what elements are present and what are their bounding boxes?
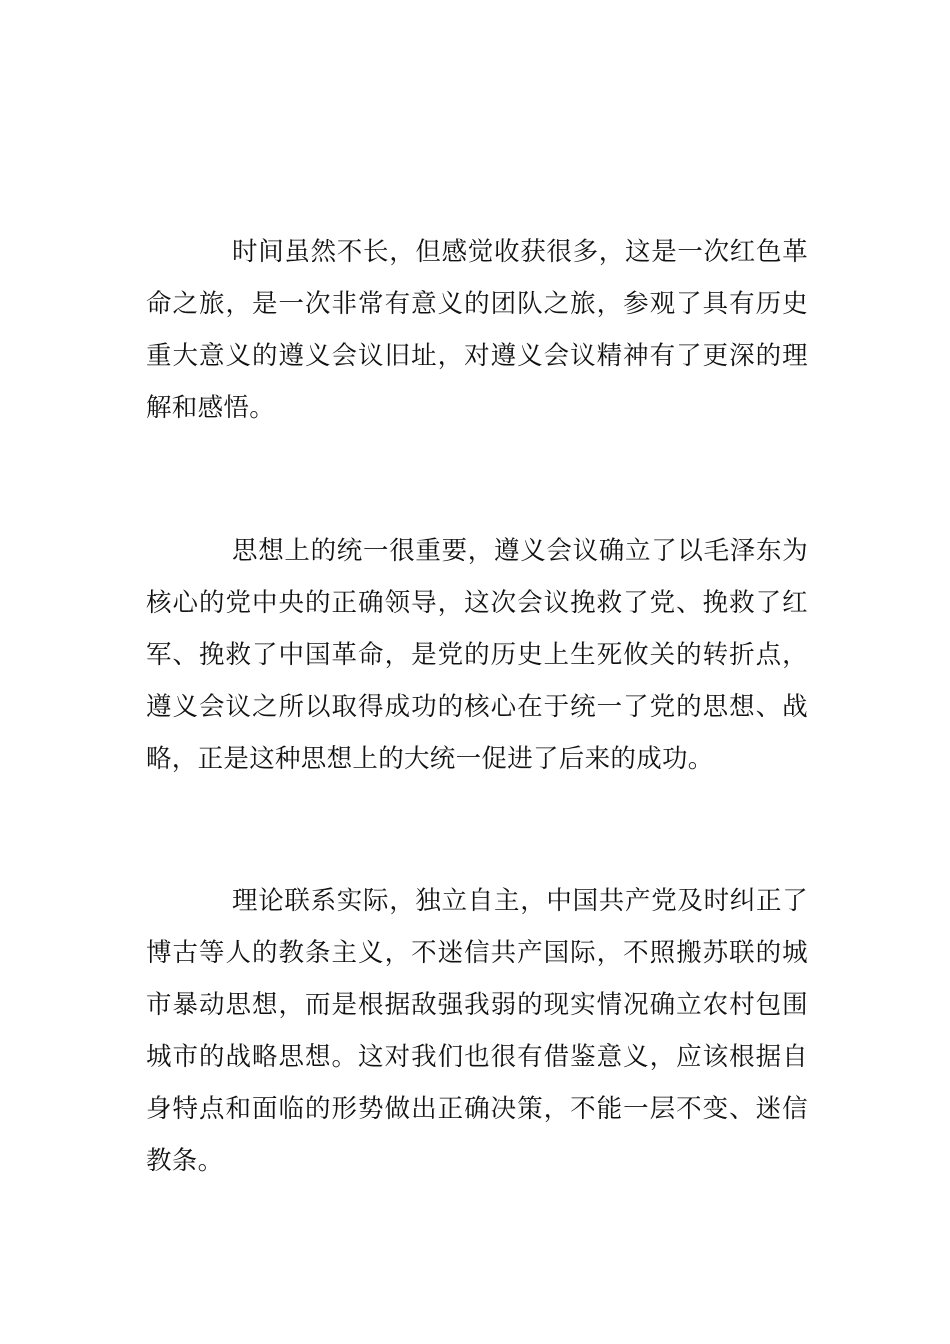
paragraph-3: 理论联系实际，独立自主，中国共产党及时纠正了博古等人的教条主义，不迷信共产国际，不照搬苏联的城市暴动思想，而是根据敌强我弱的现实情况确立农村包围城市的战略思想。这对我们也很有借鉴意义，应该根据自身特点和面临的形势做出正确决策，不能一层不变、迷信教条。	[146, 886, 808, 1176]
paragraph-2: 思想上的统一很重要，遵义会议确立了以毛泽东为核心的党中央的正确领导，这次会议挽救了党、挽救了红军、挽救了中国革命，是党的历史上生死攸关的转折点，遵义会议之所以取得成功的核心在于统一了党的思想、战略，正是这种思想上的大统一促进了后来的成功。	[146, 536, 808, 774]
paragraph-1: 时间虽然不长，但感觉收获很多，这是一次红色革命之旅，是一次非常有意义的团队之旅，参观了具有历史重大意义的遵义会议旧址，对遵义会议精神有了更深的理解和感悟。	[146, 237, 808, 423]
